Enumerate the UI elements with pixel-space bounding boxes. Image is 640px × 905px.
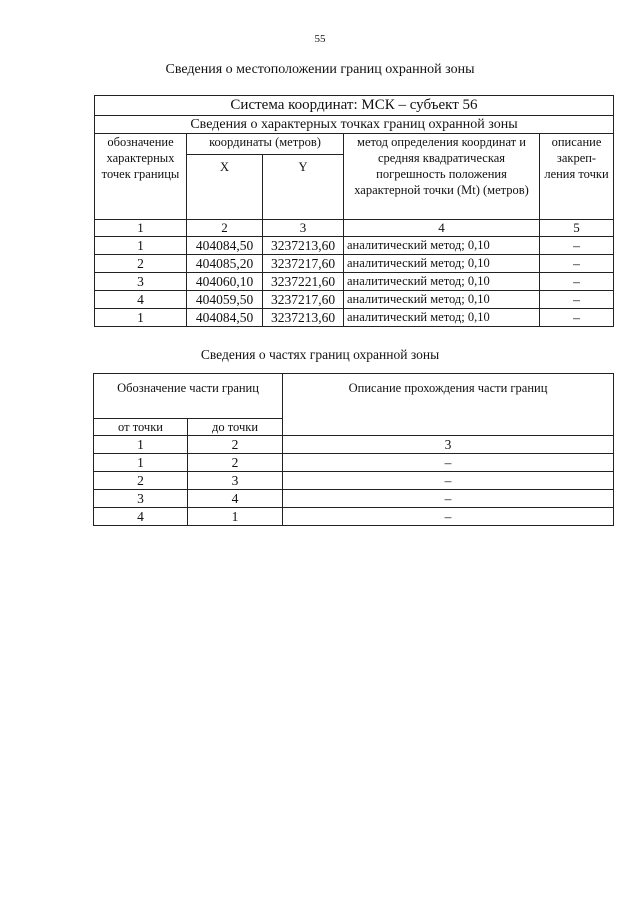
table-row <box>94 490 614 508</box>
table-subtitle: Сведения о характерных точках границ охранной зоны <box>95 116 614 134</box>
y-cell: 3237217,60 <box>263 291 344 309</box>
header-method: метод определения координат и средняя квадратическая погрешность положения характерной точки (Mt) (метров) <box>344 134 540 220</box>
table-row <box>95 255 614 273</box>
header-point-designation: обозначение характерных точек границы <box>95 134 187 220</box>
description-cell: – <box>540 273 614 291</box>
column-number: 1 <box>95 220 187 237</box>
coordinate-system-title: Система координат: МСК – субъект 56 <box>95 96 614 116</box>
header-part-description: Описание прохождения части границ <box>283 374 614 436</box>
to-point-cell: 1 <box>188 508 283 526</box>
header-coordinates: координаты (метров) <box>187 134 344 155</box>
boundary-points-table <box>94 95 614 327</box>
from-point-cell: 3 <box>94 490 188 508</box>
header-to-point: до точки <box>188 419 283 436</box>
table-row <box>94 454 614 472</box>
to-point-cell: 4 <box>188 490 283 508</box>
header-from-point: от точки <box>94 419 188 436</box>
part-description-cell: – <box>283 490 614 508</box>
point-cell: 1 <box>95 237 187 255</box>
description-cell: – <box>540 309 614 327</box>
from-point-cell: 4 <box>94 508 188 526</box>
x-cell: 404085,20 <box>187 255 263 273</box>
method-cell: аналитический метод; 0,10 <box>344 273 540 291</box>
column-number: 5 <box>540 220 614 237</box>
point-cell: 2 <box>95 255 187 273</box>
description-cell: – <box>540 255 614 273</box>
method-cell: аналитический метод; 0,10 <box>344 309 540 327</box>
method-cell: аналитический метод; 0,10 <box>344 237 540 255</box>
part-description-cell: – <box>283 508 614 526</box>
x-cell: 404059,50 <box>187 291 263 309</box>
column-number: 4 <box>344 220 540 237</box>
x-cell: 404084,50 <box>187 237 263 255</box>
header-y: Y <box>263 155 344 220</box>
table-row <box>95 273 614 291</box>
section-heading-coordinates: Сведения о местоположении границ охранной зоны <box>165 62 475 77</box>
column-number: 3 <box>283 436 614 454</box>
header-x: X <box>187 155 263 220</box>
x-cell: 404084,50 <box>187 309 263 327</box>
page-number: 55 <box>314 33 326 45</box>
header-part-designation: Обозначение части границ <box>94 374 283 419</box>
y-cell: 3237221,60 <box>263 273 344 291</box>
header-description: описание закреп-ления точки <box>540 134 614 220</box>
table-row <box>95 237 614 255</box>
column-number: 1 <box>94 436 188 454</box>
y-cell: 3237217,60 <box>263 255 344 273</box>
boundary-parts-table <box>93 373 614 526</box>
description-cell: – <box>540 291 614 309</box>
from-point-cell: 2 <box>94 472 188 490</box>
y-cell: 3237213,60 <box>263 237 344 255</box>
description-cell: – <box>540 237 614 255</box>
method-cell: аналитический метод; 0,10 <box>344 255 540 273</box>
y-cell: 3237213,60 <box>263 309 344 327</box>
method-cell: аналитический метод; 0,10 <box>344 291 540 309</box>
table-row <box>95 309 614 327</box>
part-description-cell: – <box>283 454 614 472</box>
point-cell: 3 <box>95 273 187 291</box>
table-row <box>95 291 614 309</box>
column-number: 2 <box>187 220 263 237</box>
from-point-cell: 1 <box>94 454 188 472</box>
column-number: 2 <box>188 436 283 454</box>
to-point-cell: 3 <box>188 472 283 490</box>
to-point-cell: 2 <box>188 454 283 472</box>
part-description-cell: – <box>283 472 614 490</box>
point-cell: 4 <box>95 291 187 309</box>
table-row <box>94 508 614 526</box>
section-heading-parts: Сведения о частях границ охранной зоны <box>200 347 440 362</box>
point-cell: 1 <box>95 309 187 327</box>
x-cell: 404060,10 <box>187 273 263 291</box>
table-row <box>94 472 614 490</box>
column-number: 3 <box>263 220 344 237</box>
